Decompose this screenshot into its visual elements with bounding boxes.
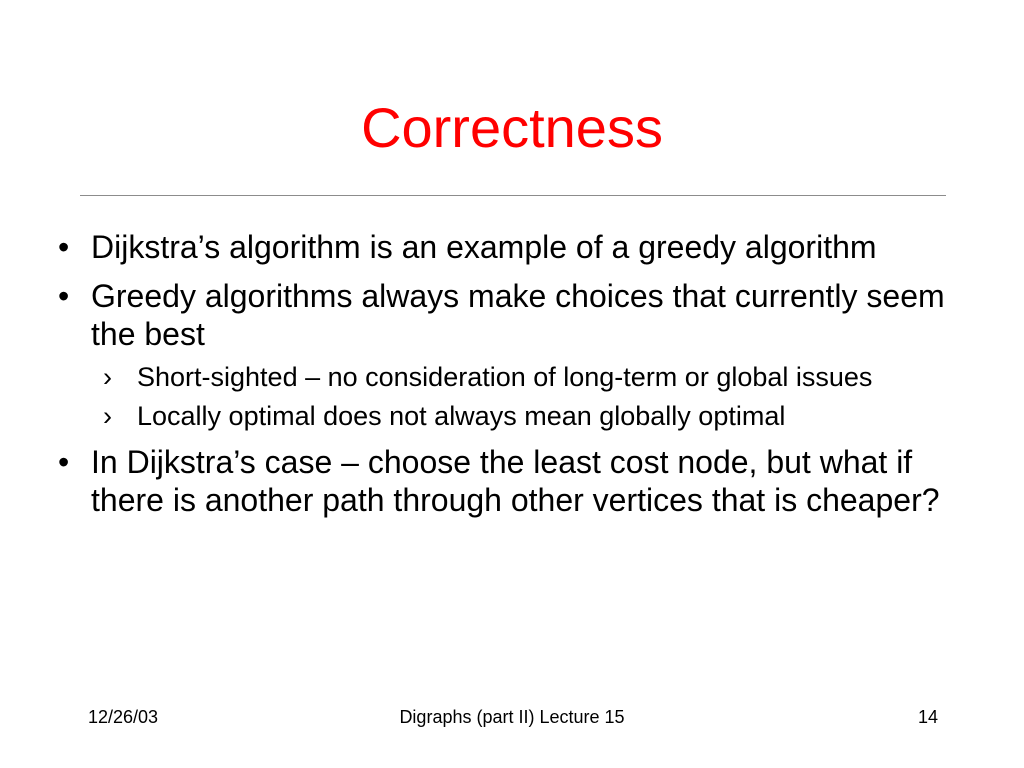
slide-number: 14 (918, 707, 939, 727)
bullet-item (50, 443, 980, 519)
footer-date: 12/26/03 (88, 707, 159, 727)
sub-bullet-text: Locally optimal does not always mean globally optimal (137, 401, 786, 431)
sub-bullet-text: Short-sighted – no consideration of long-term or global issues (137, 362, 873, 392)
bullet-marker: • (58, 229, 70, 265)
bullet-list (50, 228, 980, 530)
bullet-item (50, 277, 980, 432)
footer-title: Digraphs (part II) Lecture 15 (399, 707, 625, 727)
sub-bullet-item (91, 361, 980, 393)
title-divider (80, 195, 946, 196)
bullet-item (50, 228, 980, 266)
slide-title: Correctness (361, 96, 663, 159)
sub-bullet-marker: › (103, 362, 112, 392)
bullet-text: Dijkstra’s algorithm is an example of a greedy algorithm (91, 229, 877, 265)
bullet-text: In Dijkstra’s case – choose the least cost node, but what if there is another path through other vertices that is cheaper? (91, 444, 940, 518)
sub-bullet-list (91, 361, 980, 432)
sub-bullet-item (91, 400, 980, 432)
bullet-marker: • (58, 444, 70, 480)
bullet-text: Greedy algorithms always make choices that currently seem the best (91, 278, 945, 352)
bullet-marker: • (58, 278, 70, 314)
sub-bullet-marker: › (103, 401, 112, 431)
